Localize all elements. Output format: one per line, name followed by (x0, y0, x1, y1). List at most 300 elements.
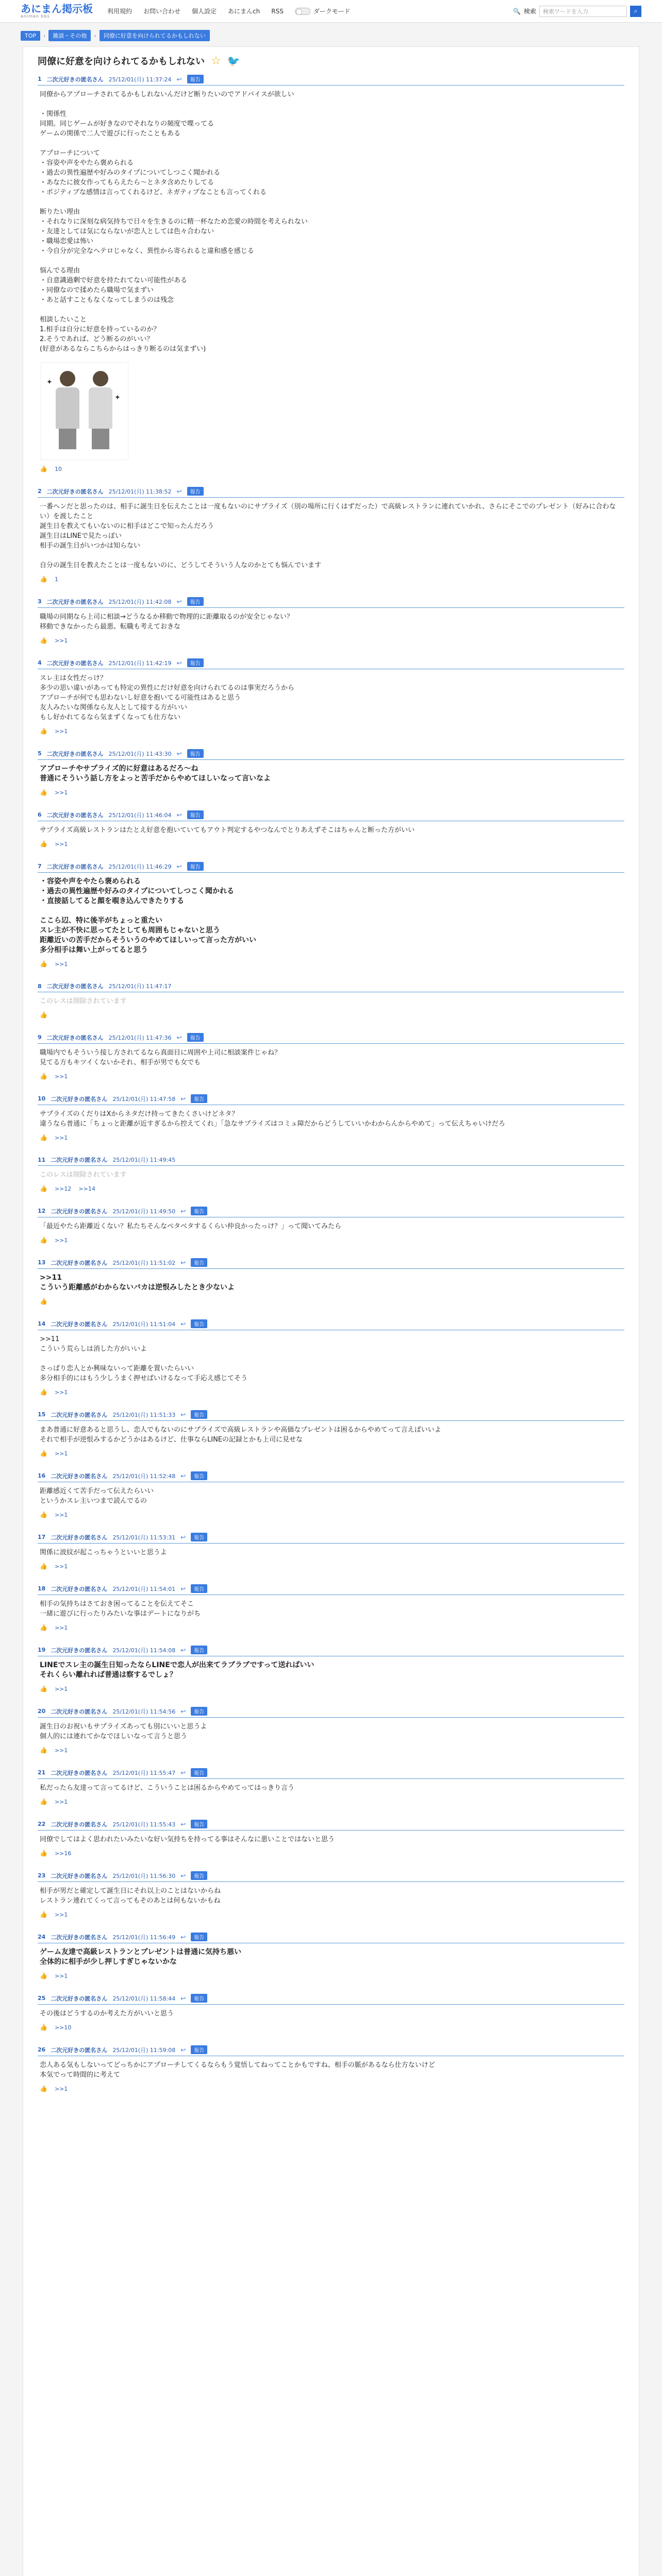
report-button[interactable]: 報告 (191, 1646, 207, 1654)
reply-anchor-link[interactable]: >>1 (54, 1972, 68, 1979)
reply-anchor-link[interactable]: 10 (54, 465, 62, 472)
post-author: 二次元好きの匿名さん (46, 863, 104, 870)
nav-animanch[interactable]: あにまんch (228, 8, 260, 15)
reply-icon[interactable]: ↩ (176, 1033, 182, 1041)
post (38, 1994, 624, 2031)
post-date: 25/12/01(月) 11:55:43 (112, 1821, 176, 1828)
post-body: 一番ヘンだと思ったのは、相手に誕生日を伝えたことは一度もないのにサプライズ（別の場所に行くはずだった）で高級レストランに連れていかれ、さらにそこでのプレゼント（好みに合わない）を渡したこと 誕生日を教えてもいないのに相手はどこで知ったんだろう 誕生日はLINEで見たっぽい 相手の誕生日がいつかは知らない 自分の誕生日を教えたことは一度もないのに、どうしてそういう人なのかとても悩んでいます (40, 503, 616, 569)
reply-icon[interactable]: ↩ (180, 1207, 186, 1215)
post-header (38, 1584, 624, 1595)
nav-rss[interactable]: RSS (271, 7, 284, 15)
reply-anchor-link[interactable]: >>1 (54, 1911, 68, 1918)
search-label: 検索 (523, 8, 536, 15)
post-number[interactable]: 18 (38, 1585, 46, 1592)
thumbs-up-icon[interactable]: 👍 (40, 789, 47, 796)
post-body: 職場の同期なら上司に相談→どうなるか移動で物理的に距離取るのが安全じゃない？ 移動できなかったら最悪、転職も考えておきな (40, 613, 293, 631)
post-footer (38, 1183, 624, 1192)
post-header (38, 749, 624, 760)
reply-anchor-link[interactable]: >>1 (54, 1450, 68, 1457)
report-button[interactable]: 報告 (191, 1707, 207, 1716)
report-button[interactable]: 報告 (191, 1410, 207, 1419)
thumbs-up-icon[interactable]: 👍 (40, 575, 47, 583)
post (38, 1207, 624, 1244)
post-footer (38, 1234, 624, 1244)
reply-anchor-link[interactable]: >>1 (54, 1388, 68, 1396)
report-button[interactable]: 報告 (191, 1471, 207, 1480)
reply-anchor-link[interactable]: >>1 (54, 1747, 68, 1754)
post-author: 二次元好きの匿名さん (46, 598, 104, 605)
thumbs-up-icon[interactable]: 👍 (40, 1134, 47, 1141)
post-author: 二次元好きの匿名さん (51, 1095, 108, 1103)
reply-anchor-link[interactable]: >>1 (54, 1511, 68, 1518)
report-button[interactable]: 報告 (187, 597, 204, 606)
post-date: 25/12/01(月) 11:59:08 (112, 2046, 176, 2054)
report-button[interactable]: 報告 (191, 1871, 207, 1880)
post-number[interactable]: 9 (38, 1034, 42, 1041)
post-footer (38, 1009, 624, 1019)
post-author: 二次元好きの匿名さん (46, 659, 104, 667)
reply-anchor-link[interactable]: >>1 (54, 2085, 68, 2092)
post-author: 二次元好きの匿名さん (51, 1320, 108, 1328)
post-date: 25/12/01(月) 11:55:47 (112, 1769, 176, 1776)
post-date: 25/12/01(月) 11:53:31 (112, 1534, 176, 1541)
post-header (38, 1646, 624, 1656)
post-footer (38, 1970, 624, 1979)
post-footer (38, 1796, 624, 1805)
post (38, 487, 624, 583)
post-body: 職場内でもそういう接し方されてるなら真面目に周囲や上司に相談案件じゃね？ 見てる方もキツイくないかそれ、相手が男でも女でも (40, 1049, 282, 1066)
breadcrumb-separator-icon: › (94, 32, 96, 39)
post-footer (38, 1683, 624, 1692)
sparkle-icon: ✦ (46, 378, 53, 386)
report-button[interactable]: 報告 (191, 1584, 207, 1593)
post-body: 誕生日のお祝いもサプライズあっても別にいいと思うよ 個人的には連れてかなでほしいなって言うと思う (40, 1723, 207, 1740)
post-author: 二次元好きの匿名さん (51, 1821, 108, 1828)
post-footer (38, 838, 624, 848)
search-button[interactable]: ⌕ (630, 6, 641, 17)
post (38, 597, 624, 644)
report-button[interactable]: 報告 (191, 1094, 207, 1103)
reply-anchor-link[interactable]: >>1 (54, 1563, 68, 1570)
thumbs-up-icon[interactable]: 👍 (40, 1685, 47, 1692)
post-date: 25/12/01(月) 11:52:48 (112, 1472, 176, 1480)
post-number[interactable]: 12 (38, 1208, 46, 1214)
post (38, 862, 624, 968)
dark-mode-label: ダークモード (313, 8, 351, 15)
reply-anchor-link[interactable]: >>1 (54, 1073, 68, 1080)
post-header (38, 982, 624, 992)
post-body: 相手が男だと確定して誕生日にそれ以上のことはないからね レストラン連れてくって言ってもそのあとは何もないかもね (40, 1887, 221, 1905)
report-button[interactable]: 報告 (191, 2045, 207, 2054)
post-number[interactable]: 6 (38, 811, 42, 818)
post-date: 25/12/01(月) 11:49:50 (112, 1208, 176, 1215)
post (38, 1933, 624, 1979)
reply-anchor-link[interactable]: >>1 (54, 960, 68, 968)
post-date: 25/12/01(月) 11:38:52 (108, 488, 172, 495)
post-number[interactable]: 5 (38, 750, 42, 757)
nav-contact[interactable]: お問い合わせ (143, 8, 181, 15)
post-footer (38, 787, 624, 796)
post-footer (38, 1071, 624, 1080)
post-author: 二次元好きの匿名さん (46, 1034, 104, 1041)
post-number[interactable]: 16 (38, 1472, 46, 1479)
reply-icon[interactable]: ↩ (180, 1646, 186, 1654)
post-date: 25/12/01(月) 11:54:01 (112, 1585, 176, 1592)
post-header (38, 1033, 624, 1044)
post (38, 749, 624, 796)
thumbs-up-icon[interactable]: 👍 (40, 1850, 47, 1857)
reply-icon[interactable]: ↩ (176, 811, 182, 819)
favorite-star-icon[interactable]: ☆ (211, 54, 221, 67)
post (38, 810, 624, 848)
post-number[interactable]: 3 (38, 598, 42, 605)
post (38, 75, 624, 472)
post (38, 1820, 624, 1857)
reply-anchor-link[interactable]: >>10 (54, 2024, 72, 2031)
post-author: 二次元好きの匿名さん (51, 2046, 108, 2054)
thread-container (23, 46, 639, 2576)
reply-icon[interactable]: ↩ (176, 598, 182, 605)
reply-anchor-link[interactable]: >>1 (54, 789, 68, 796)
report-button[interactable]: 報告 (187, 75, 204, 83)
reply-icon[interactable]: ↩ (180, 1411, 186, 1418)
report-button[interactable]: 報告 (191, 1319, 207, 1328)
post-image[interactable] (41, 362, 128, 460)
breadcrumb-current: 同僚に好意を向けられてるかもしれない (100, 30, 210, 41)
post-author: 二次元好きの匿名さん (46, 811, 104, 819)
reply-icon[interactable]: ↩ (180, 1259, 186, 1266)
post-header (38, 1768, 624, 1779)
thumbs-up-icon[interactable]: 👍 (40, 1511, 47, 1518)
post-body: 「最近やたら距離近くない？私たちそんなベタベタするくらい仲良かったっけ？」って聞いてみたら (40, 1223, 342, 1230)
report-button[interactable]: 報告 (191, 1207, 207, 1215)
post-number[interactable]: 19 (38, 1647, 46, 1653)
post-footer (38, 725, 624, 735)
post-number[interactable]: 2 (38, 488, 42, 495)
post-footer (38, 1509, 624, 1518)
thumbs-up-icon[interactable]: 👍 (40, 1798, 47, 1805)
report-button[interactable]: 報告 (187, 749, 204, 758)
reply-icon[interactable]: ↩ (180, 1533, 186, 1541)
reply-anchor-link[interactable]: >>1 (54, 1798, 68, 1805)
logo-subtext: animan bbs (21, 14, 50, 19)
post-header (38, 1319, 624, 1330)
reply-icon[interactable]: ↩ (180, 1933, 186, 1941)
thumbs-up-icon[interactable]: 👍 (40, 960, 47, 968)
report-button[interactable]: 報告 (191, 1994, 207, 2003)
post-number[interactable]: 21 (38, 1769, 46, 1776)
post-number[interactable]: 24 (38, 1934, 46, 1940)
post-header (38, 1820, 624, 1831)
reply-anchor-link[interactable]: >>1 (54, 840, 68, 848)
report-button[interactable]: 報告 (187, 862, 204, 871)
thumbs-up-icon[interactable]: 👍 (40, 2024, 47, 2031)
post-footer (38, 1909, 624, 1918)
post-number[interactable]: 17 (38, 1534, 46, 1540)
post-header (38, 1933, 624, 1943)
post-header (38, 1871, 624, 1882)
post-author: 二次元好きの匿名さん (51, 1995, 108, 2002)
post-number[interactable]: 15 (38, 1411, 46, 1418)
post-number[interactable]: 4 (38, 659, 42, 666)
report-button[interactable]: 報告 (191, 1768, 207, 1777)
thumbs-up-icon[interactable]: 👍 (40, 1911, 47, 1918)
reply-icon[interactable]: ↩ (180, 1820, 186, 1828)
post-author: 二次元好きの匿名さん (51, 1769, 108, 1776)
reply-anchor-link[interactable]: >>1 (54, 1624, 68, 1631)
reply-icon[interactable]: ↩ (176, 75, 182, 83)
post-header (38, 862, 624, 873)
post-number[interactable]: 1 (38, 76, 42, 82)
thumbs-up-icon[interactable]: 👍 (40, 1073, 47, 1080)
reply-anchor-link[interactable]: >>1 (54, 1685, 68, 1692)
thumbs-up-icon[interactable]: 👍 (40, 2085, 47, 2092)
post-date: 25/12/01(月) 11:42:19 (108, 659, 172, 667)
reply-icon[interactable]: ↩ (180, 1994, 186, 2002)
search-input[interactable]: 検索ワードを入力 (539, 6, 627, 17)
post-body: 相手の気持ちはさておき困ってることを伝えてそこ 一緒に遊びに行ったりみたいな事はデートになりがち (40, 1600, 201, 1618)
post-footer (38, 1622, 624, 1631)
post-body: サプライズのくだりはXからネタだけ持ってきたくさいけどネタ？ 違うなら普通に「ちょっと距離が近すぎるから控えてくれ」「急なサプライズはコミュ障だからどうしていいかわからんからやめて」って伝えちゃいけだろ (40, 1110, 505, 1128)
report-button[interactable]: 報告 (191, 1258, 207, 1267)
dark-mode-toggle[interactable] (295, 7, 351, 15)
post-author: 二次元好きの匿名さん (46, 983, 104, 990)
person-icon (89, 371, 112, 449)
thumbs-up-icon[interactable]: 👍 (40, 1450, 47, 1457)
post-date: 25/12/01(月) 11:46:04 (108, 811, 172, 819)
share-bird-icon[interactable]: 🐦 (227, 55, 240, 67)
reply-anchor-link[interactable]: >>12 (54, 1185, 72, 1192)
post-author: 二次元好きの匿名さん (51, 1585, 108, 1592)
post-number[interactable]: 7 (38, 863, 42, 870)
post (38, 1768, 624, 1805)
post-footer (38, 635, 624, 644)
reply-icon[interactable]: ↩ (176, 659, 182, 667)
post (38, 1707, 624, 1754)
post-list (38, 75, 624, 2092)
post-footer (38, 1848, 624, 1857)
post-body: ・容姿や声をやたら褒められる ・過去の異性遍歴や好みのタイプについてしつこく聞かれる ・直接話してると顔を覗き込んできたりする ここら辺、特に後半がちょっと重たい スレ主が不快に思ってたとしても周囲もじゃないと思う 距離近いの苦手だからそういうのやめてほしいって言った方がいい 多分相手は舞い上がってると思う (40, 877, 256, 954)
post-header (38, 1471, 624, 1482)
reply-icon[interactable]: ↩ (176, 862, 182, 870)
post (38, 982, 624, 1019)
post-footer (38, 463, 624, 472)
reply-anchor-link[interactable]: >>16 (54, 1850, 72, 1857)
report-button[interactable]: 報告 (191, 1533, 207, 1541)
reply-icon[interactable]: ↩ (180, 1320, 186, 1328)
post-footer (38, 1132, 624, 1141)
reply-icon[interactable]: ↩ (180, 1095, 186, 1103)
reply-icon[interactable]: ↩ (180, 1585, 186, 1592)
reply-icon[interactable]: ↩ (180, 1472, 186, 1480)
post-date: 25/12/01(月) 11:56:49 (112, 1934, 176, 1941)
post-author: 二次元好きの匿名さん (51, 1534, 108, 1541)
reply-anchor-link[interactable]: >>1 (54, 1236, 68, 1244)
post-number[interactable]: 26 (38, 2046, 46, 2053)
post-header (38, 1207, 624, 1217)
thumbs-up-icon[interactable]: 👍 (40, 465, 47, 472)
post-body: このレスは削除されています (40, 997, 127, 1005)
breadcrumb-top[interactable]: TOP (21, 31, 40, 41)
post (38, 2045, 624, 2092)
thumbs-up-icon[interactable]: 👍 (40, 637, 47, 644)
post-footer (38, 2083, 624, 2092)
reply-icon[interactable]: ↩ (180, 2046, 186, 2054)
toggle-switch[interactable] (295, 8, 310, 15)
reply-icon[interactable]: ↩ (180, 1872, 186, 1879)
report-button[interactable]: 報告 (187, 487, 204, 496)
post-body: 同僚でしてはよく思われたいみたいな好い気持ちを持ってる事はそんなに悪いことではないと思う (40, 1836, 335, 1843)
post-body: >>11 こういう距離感がわからないバカは逆恨みしたとき少ないよ (40, 1274, 235, 1292)
post-date: 25/12/01(月) 11:56:30 (112, 1872, 176, 1879)
post-body: 距離感近くて苦手だって伝えたらいい というかスレ主いつまで読んでるの (40, 1487, 154, 1505)
thumbs-up-icon[interactable]: 👍 (40, 1236, 47, 1244)
thread-title-row (38, 54, 624, 67)
post-author: 二次元好きの匿名さん (51, 1411, 108, 1418)
post-author: 二次元好きの匿名さん (51, 1157, 108, 1163)
thumbs-up-icon[interactable]: 👍 (40, 1624, 47, 1631)
thumbs-up-icon[interactable]: 👍 (40, 840, 47, 848)
post-body: スレ主は女性だっけ？ 多少の思い違いがあっても特定の異性にだけ好意を向けられてるのは事実だろうから アプローチが何でも思わないし好意を抱いてる可能性はあると思う 友人みたいな関係なら友人として接する方がいい もし好かれてるなら気まずくなっても仕方ない (40, 674, 294, 721)
thumbs-up-icon[interactable]: 👍 (40, 1185, 47, 1192)
thumbs-up-icon[interactable]: 👍 (40, 1747, 47, 1754)
post-header (38, 487, 624, 498)
post-header (38, 658, 624, 669)
post-author: 二次元好きの匿名さん (46, 488, 104, 495)
post-date: 25/12/01(月) 11:47:36 (108, 1034, 172, 1041)
post-footer (38, 573, 624, 583)
post-footer (38, 1561, 624, 1570)
sparkle-icon: ✦ (114, 394, 121, 402)
thumbs-up-icon[interactable]: 👍 (40, 1011, 47, 1019)
reply-icon[interactable]: ↩ (176, 487, 182, 495)
logo-text: あにまん掲示板 (21, 3, 93, 15)
post-author: 二次元好きの匿名さん (46, 76, 104, 83)
post (38, 1584, 624, 1631)
post-author: 二次元好きの匿名さん (46, 750, 104, 757)
person-icon (56, 371, 79, 449)
post-header (38, 1533, 624, 1544)
post-footer (38, 1448, 624, 1457)
post (38, 1258, 624, 1305)
post (38, 1094, 624, 1141)
post (38, 1319, 624, 1396)
thumbs-up-icon[interactable]: 👍 (40, 1298, 47, 1305)
post-number[interactable]: 8 (38, 982, 42, 990)
post-date: 25/12/01(月) 11:54:08 (112, 1647, 176, 1654)
thumbs-up-icon[interactable]: 👍 (40, 727, 47, 735)
post-date: 25/12/01(月) 11:51:02 (112, 1259, 176, 1266)
reply-icon[interactable]: ↩ (176, 750, 182, 757)
post-author: 二次元好きの匿名さん (51, 1208, 108, 1215)
post-body: 同僚からアプローチされてるかもしれないんだけど断りたいのでアドバイスが欲しい ・関係性 同期。同じゲームが好きなのでそれなりの頻度で喋ってる ゲームの関係で二人で遊びに行ったこともある アプローチについて ・容姿や声をやたら褒められる ・過去の異性遍歴や好みのタイプについてしつこく聞かれる ・あなたに彼女作ってもらえたら～とネタ含めたりしてる ・ポジティブな感情は言ってくれるけど、ネガティブなことも言ってくれる 断りたい理由 ・それなりに深刻な病気持ちで日々を生きるのに精一杯なため恋愛の時間を考えられない ・友達としては気にならないが恋人としては色々合わない ・職場恋愛は怖い ・今自分が完全なヘテロじゃなく、異性から寄られると違和感を感じる 悩んでる理由 ・自意識過剰で好意を持たれてない可能性がある ・同僚なので揉めたら職場で気まずい ・あと話すこともなくなってしまうのは残念 相談したいこと 1.相手は自分に好意を持っているのか？ 2.そうであれば、どう断るのがいい？ (好意があるならこちらからはっきり断るのは気まずい) (40, 91, 308, 353)
post-body: 恋人ある気もしないってどっちかにアプローチしてくるならもう覚悟してねってことかもですね、相手の脈があるなら仕方ないけど 本気でって時間的に考えて (40, 2061, 435, 2079)
post-footer (38, 1744, 624, 1754)
post-author: 二次元好きの匿名さん (51, 1259, 108, 1266)
post-footer (38, 2022, 624, 2031)
breadcrumb-category[interactable]: 雑談・その他 (48, 30, 91, 41)
report-button[interactable]: 報告 (187, 810, 204, 819)
post-number[interactable]: 23 (38, 1872, 46, 1879)
post-number[interactable]: 22 (38, 1821, 46, 1827)
reply-anchor-link[interactable]: >>1 (54, 637, 68, 644)
nav-terms[interactable]: 利用規約 (107, 8, 133, 15)
post-author: 二次元好きの匿名さん (51, 1647, 108, 1654)
search-icon: 🔍 (513, 7, 521, 15)
post-author: 二次元好きの匿名さん (51, 1872, 108, 1879)
report-button[interactable]: 報告 (187, 1033, 204, 1042)
post-header (38, 810, 624, 821)
post-footer (38, 1296, 624, 1305)
post-footer (38, 958, 624, 968)
reply-anchor-link[interactable]: >>1 (54, 1134, 68, 1141)
post-number[interactable]: 14 (38, 1320, 46, 1327)
reply-anchor-link[interactable]: >>1 (54, 727, 68, 735)
post-body: サプライズ高級レストランはたとえ好意を抱いていてもアウト判定するやつなんでとりあえずそこはちゃんと断った方がいい (40, 826, 415, 834)
post-number[interactable]: 25 (38, 1995, 46, 2002)
post-header (38, 2045, 624, 2056)
post-date: 25/12/01(月) 11:54:56 (112, 1708, 176, 1715)
post-number[interactable]: 11 (38, 1156, 46, 1163)
thumbs-up-icon[interactable]: 👍 (40, 1563, 47, 1570)
post-number[interactable]: 20 (38, 1708, 46, 1715)
thumbs-up-icon[interactable]: 👍 (40, 1972, 47, 1979)
post-author: 二次元好きの匿名さん (51, 1472, 108, 1480)
thread-title: 同僚に好意を向けられてるかもしれない (38, 56, 205, 67)
post-body: LINEでスレ主の誕生日知ったならLINEで恋人が出来てラブラブですって送ればいい それくらい離れれば普通は察するでしょ？ (40, 1661, 315, 1679)
post-number[interactable]: 13 (38, 1259, 46, 1266)
breadcrumb-separator-icon: › (43, 32, 46, 39)
search-area (513, 6, 641, 17)
post-body: アプローチやサプライズ的に好意はあるだろ〜ね 普通にそういう話し方をよっと苦手だからやめてほしいなって言いなよ (40, 765, 271, 783)
reply-anchor-link[interactable]: >>14 (78, 1185, 95, 1192)
post-date: 25/12/01(月) 11:37:24 (108, 76, 172, 83)
site-logo[interactable] (21, 4, 93, 19)
thumbs-up-icon[interactable]: 👍 (40, 1388, 47, 1396)
nav-settings[interactable]: 個人設定 (192, 8, 217, 15)
site-header (0, 0, 662, 23)
post-header (38, 1258, 624, 1269)
post-number[interactable]: 10 (38, 1095, 46, 1102)
post-date: 25/12/01(月) 11:51:33 (112, 1411, 176, 1418)
post-body: 私だったら友達って言ってるけど、こういうことは困るからやめてってはっきり言う (40, 1784, 295, 1792)
report-button[interactable]: 報告 (187, 658, 204, 667)
post-date: 25/12/01(月) 11:46:29 (108, 863, 172, 870)
post-header (38, 1156, 624, 1166)
report-button[interactable]: 報告 (191, 1820, 207, 1828)
post-date: 25/12/01(月) 11:43:30 (108, 750, 172, 757)
post (38, 658, 624, 735)
post-body: その後はどうするのか考えた方がいいと思う (40, 2010, 174, 2018)
post-date: 25/12/01(月) 11:51:04 (112, 1320, 176, 1328)
post-date: 25/12/01(月) 11:58:44 (112, 1995, 176, 2002)
reply-icon[interactable]: ↩ (180, 1707, 186, 1715)
post-body: >>11 こういう荒らしは消した方がいいよ さっぱり恋人とか興味ないって距離を置いたらいい 多分相手的にはもう少しうまく押せばいけるなって手応え感じてそう (40, 1335, 248, 1382)
post-header (38, 1094, 624, 1105)
post-header (38, 597, 624, 608)
post-date: 25/12/01(月) 11:42:08 (108, 598, 172, 605)
post-body: ゲーム友達で高級レストランとプレゼントは普通に気持ち悪い 全体的に相手が少し押しすぎじゃないかな (40, 1948, 242, 1966)
post-body: まあ普通に好意あると思うし、恋人でもないのにサプライズで高級レストランや高価なプレゼントは困るからやめてって言えばいいよ それで相手が逆恨みするかどうかはあるけど、仕事ならLINEの記録とかも上司に見せな (40, 1426, 441, 1444)
reply-anchor-link[interactable]: 1 (54, 575, 58, 583)
post-header (38, 75, 624, 86)
reply-icon[interactable]: ↩ (180, 1769, 186, 1776)
report-button[interactable]: 報告 (191, 1933, 207, 1941)
post (38, 1156, 624, 1192)
post-header (38, 1994, 624, 2005)
post (38, 1410, 624, 1457)
post-body: 関係に波紋が起こっちゃうといいと思うよ (40, 1549, 167, 1556)
